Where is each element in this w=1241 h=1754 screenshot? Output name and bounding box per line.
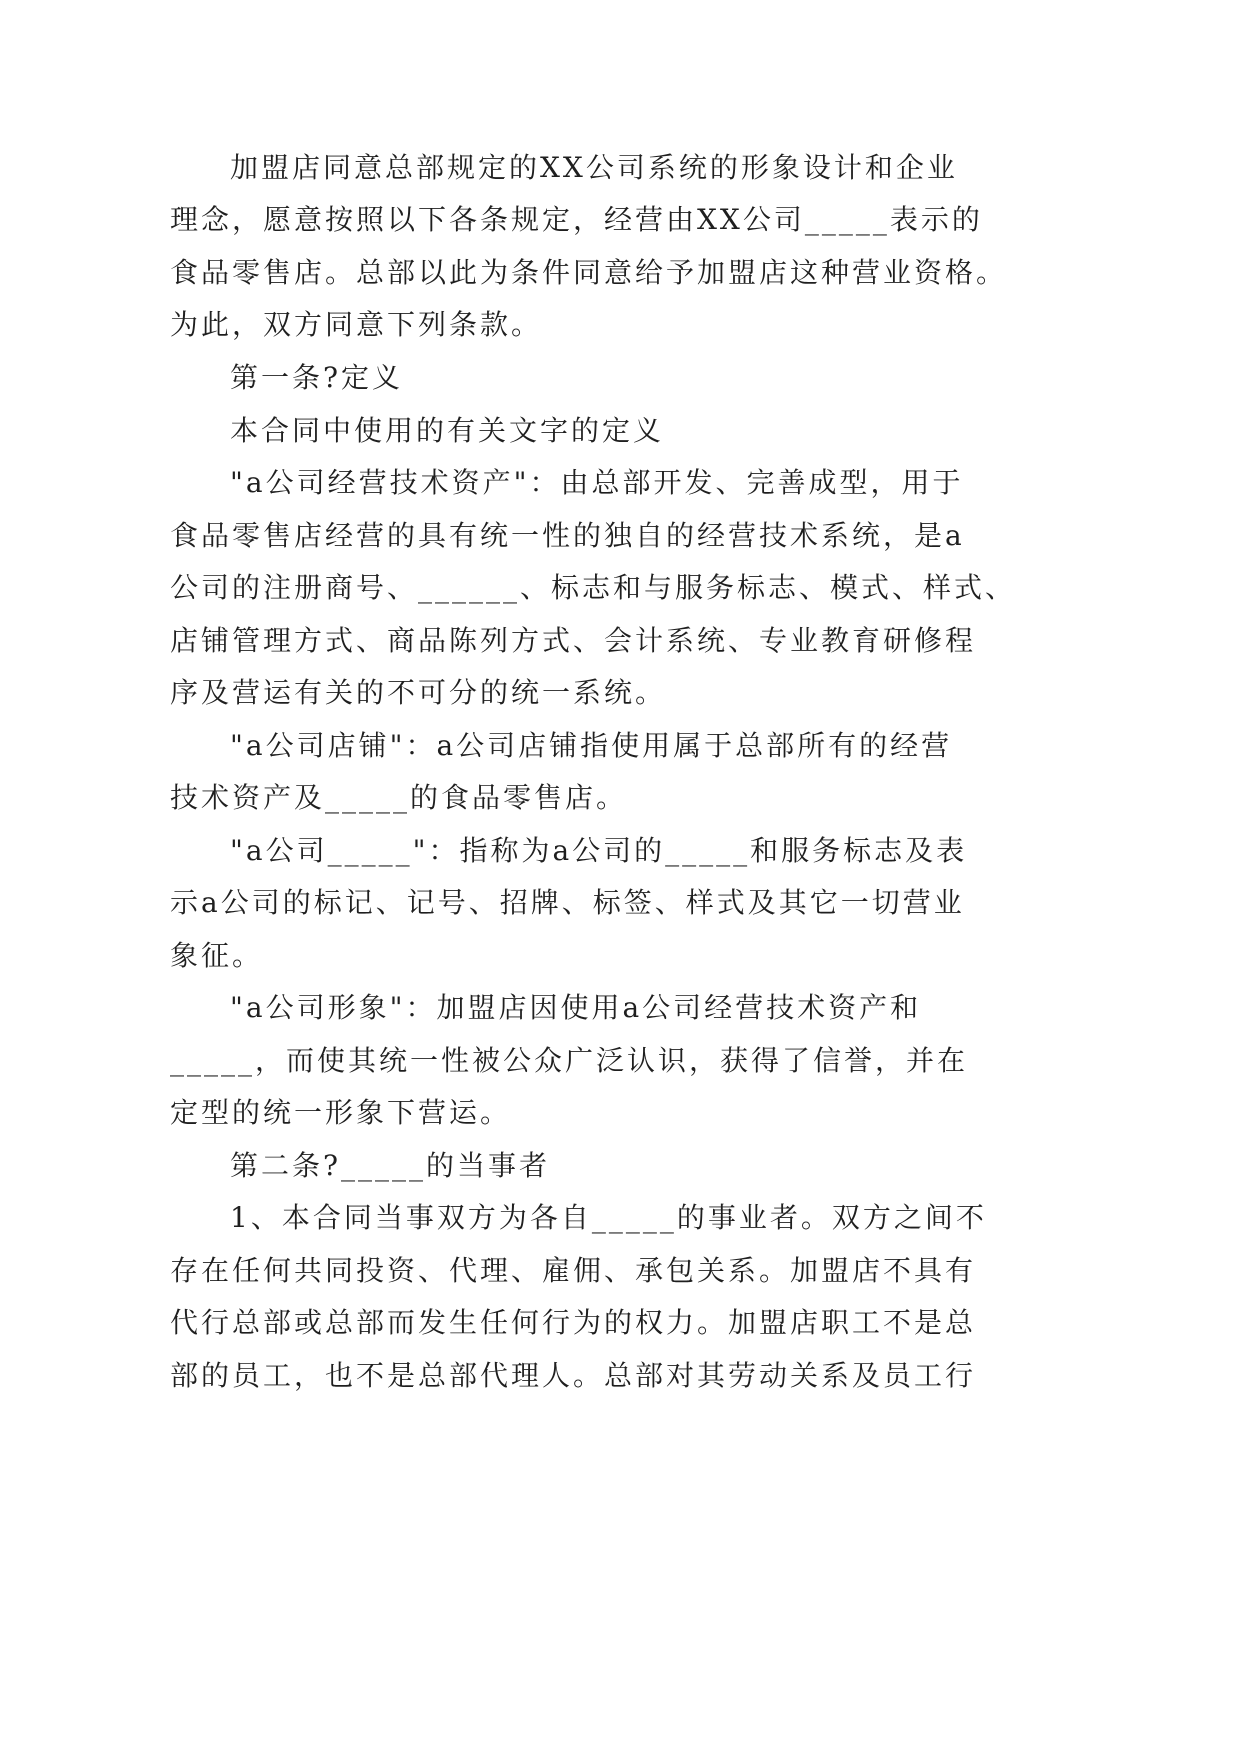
text-line: 1、本合同当事双方为各自_____的事业者。双方之间不 [230, 1201, 987, 1234]
section-heading: 第二条?_____的当事者 [230, 1149, 551, 1182]
text-line: "a公司_____"：指称为a公司的_____和服务标志及表 [230, 834, 968, 867]
text-line: 序及营运有关的不可分的统一系统。 [170, 676, 667, 709]
text-line: 店铺管理方式、商品陈列方式、会计系统、专业教育研修程 [170, 624, 977, 657]
text-line: 食品零售店。总部以此为条件同意给予加盟店这种营业资格。 [170, 256, 1008, 289]
text-line: 加盟店同意总部规定的XX公司系统的形象设计和企业 [230, 151, 958, 184]
text-line: 象征。 [170, 939, 264, 972]
text-line: 食品零售店经营的具有统一性的独自的经营技术系统，是a [170, 519, 965, 552]
text-line: 理念，愿意按照以下各条规定，经营由XX公司_____表示的 [170, 203, 983, 236]
text-line: 定型的统一形象下营运。 [170, 1096, 512, 1129]
text-line: 代行总部或总部而发生任何行为的权力。加盟店职工不是总 [170, 1306, 977, 1339]
text-line: 公司的注册商号、______、标志和与服务标志、模式、样式、 [170, 571, 1017, 604]
text-line: 为此，双方同意下列条款。 [170, 308, 543, 341]
text-line: "a公司经营技术资产"：由总部开发、完善成型，用于 [230, 466, 964, 499]
text-line: 本合同中使用的有关文字的定义 [230, 414, 665, 447]
section-heading: 第一条?定义 [230, 361, 404, 394]
text-line: 技术资产及_____的食品零售店。 [170, 781, 628, 814]
text-line: "a公司店铺"：a公司店铺指使用属于总部所有的经营 [230, 729, 953, 762]
text-line: 存在任何共同投资、代理、雇佣、承包关系。加盟店不具有 [170, 1254, 977, 1287]
text-line: "a公司形象"：加盟店因使用a公司经营技术资产和 [230, 991, 922, 1024]
text-line: 示a公司的标记、记号、招牌、标签、样式及其它一切营业 [170, 886, 965, 919]
text-line: 部的员工，也不是总部代理人。总部对其劳动关系及员工行 [170, 1359, 977, 1392]
text-line: _____，而使其统一性被公众广泛认识，获得了信誉，并在 [170, 1044, 969, 1077]
